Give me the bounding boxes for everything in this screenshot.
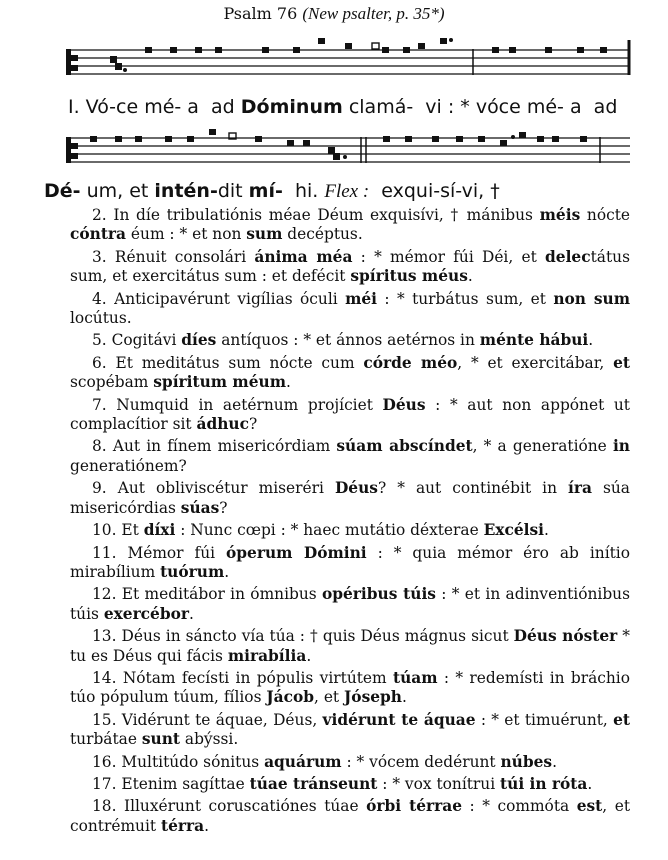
chant-lyric-line-1: I. Vó-ce mé- a ad Dóminum clamá- vi : * vóce mé- a ad [68, 96, 618, 118]
verse-17: 17. Etenim sagíttae túae tránseunt : * vox tonítrui túi in róta. [92, 774, 593, 793]
psalm-verses [70, 206, 630, 839]
verse-10: 10. Et díxi : Nunc cœpi : * haec mutátio déxterae Excélsi. [92, 521, 549, 540]
verse-14: 14. Nótam fecísti in pópulis virtútem túam : * redemísti in bráchio túo pópulum túum, fílios Jácob, et Jóseph. [70, 668, 630, 707]
page-title [0, 4, 668, 24]
verse-13: 13. Déus in sáncto vía túa : † quis Déus mágnus sicut Déus nóster * tu es Déus qui fácis mirabília. [70, 627, 630, 665]
psalm-number: Psalm 76 [223, 4, 298, 23]
chant-staff-1 [0, 28, 668, 88]
verse-11: 11. Mémor fúi óperum Dómini : * quia mémor éro ab inítio mirabílium tuórum. [70, 543, 630, 581]
verse-18: 18. Illuxérunt coruscatiónes túae órbi térrae : * commóta est, et contrémuit térra. [70, 797, 631, 835]
chant-lyric-line-2: Dé- um, et intén-dit mí- hi. Flex : exqui-sí-vi, † [44, 180, 500, 202]
chant-staff-2 [0, 128, 668, 178]
verse-16: 16. Multitúdo sónitus aquárum : * vócem dedérunt núbes. [92, 752, 557, 771]
verse-7: 7. Numquid in aetérnum projíciet Déus : * aut non appónet ut complacítior sit ádhuc? [70, 395, 630, 434]
verse-12: 12. Et meditábor in ómnibus opéribus túis : * et in adinventiónibus túis exercébor. [70, 585, 630, 623]
verse-3: 3. Rénuit consolári ánima méa : * mémor fúi Déi, et delectátus sum, et exercitátus sum : et defécit spíritus méus. [70, 247, 630, 286]
verse-2: 2. In díe tribulatiónis méae Déum exquisívi, † mánibus méis nócte cóntra éum : * et non sum decéptus. [70, 206, 631, 244]
psalter-reference: (New psalter, p. 35*) [302, 4, 445, 23]
verse-4: 4. Anticipavérunt vigílias óculi méi : * turbátus sum, et non sum locútus. [70, 289, 630, 328]
verse-15: 15. Vidérunt te áquae, Déus, vidérunt te áquae : * et timuérunt, et turbátae sunt abýssi. [70, 710, 631, 749]
verse-9: 9. Aut obliviscétur miseréri Déus? * aut continébit in íra súa misericórdias súas? [70, 479, 630, 517]
verse-6: 6. Et meditátus sum nócte cum córde méo, * et exercitábar, et scopébam spíritum méum. [70, 353, 630, 392]
verse-5: 5. Cogitávi díes antíquos : * et ánnos aetérnos in ménte hábui. [92, 331, 594, 350]
verse-8: 8. Aut in fínem misericórdiam súam abscíndet, * a generatióne in generatiónem? [70, 437, 630, 475]
